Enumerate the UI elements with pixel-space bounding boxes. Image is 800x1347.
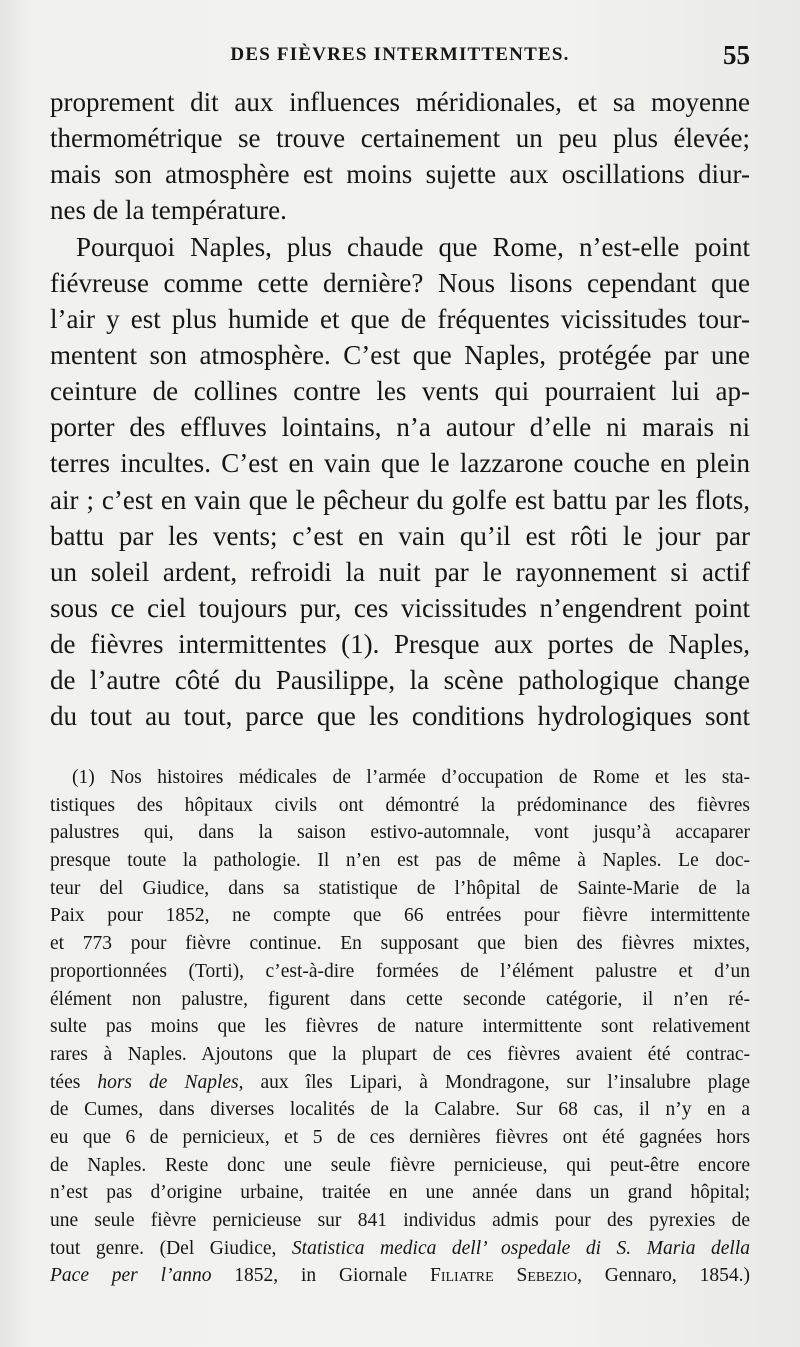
footnote-italic: hors de Naples bbox=[97, 1071, 239, 1093]
body-line: fiévreuse comme cette dernière? Nous lisons cependant que bbox=[50, 267, 750, 298]
footnote-text: tées bbox=[50, 1071, 98, 1093]
footnote-italic: Statistica medica dell’ ospedale di S. Maria della bbox=[291, 1237, 750, 1259]
footnote bbox=[50, 764, 750, 1290]
footnote-line: (1) Nos histoires médicales de l’armée d’occupation de Rome et les sta- bbox=[72, 767, 750, 788]
footnote-line: sulte pas moins que les fièvres de nature intermittente sont relativement bbox=[50, 1016, 750, 1038]
footnote-line: et 773 pour fièvre continue. En supposant que bien des fièvres mixtes, bbox=[50, 933, 750, 955]
footnote-italic: Pace per l’anno bbox=[50, 1265, 212, 1287]
body-line: battu par les vents; c’est en vain qu’il est rôti le jour par bbox=[50, 520, 750, 551]
body-line: sous ce ciel toujours pur, ces vicissitudes n’engendrent point bbox=[50, 592, 750, 623]
footnote-text: 1852, in Giornale bbox=[211, 1265, 430, 1287]
footnote-text: tout genre. (Del Giudice, bbox=[50, 1237, 292, 1259]
footnote-line: une seule fièvre pernicieuse sur 841 individus admis pour des pyrexies de bbox=[50, 1210, 750, 1231]
footnote-line: Paix pour 1852, ne compte que 66 entrées pour fièvre intermittente bbox=[50, 905, 750, 927]
journal-name: Filiatre Sebezio bbox=[429, 1265, 578, 1287]
body-line: du tout au tout, parce que les conditions hydrologiques sont bbox=[50, 701, 750, 732]
footnote-line: palustres qui, dans la saison estivo-automnale, vont jusqu’à accaparer bbox=[50, 822, 750, 844]
body-line: mais son atmosphère est moins sujette aux oscillations diur- bbox=[50, 159, 750, 190]
footnote-line: eu que 6 de pernicieux, et 5 de ces dernières fièvres ont été gagnées hors bbox=[50, 1126, 750, 1148]
body-line: de fièvres intermittentes (1). Presque aux portes de Naples, bbox=[50, 629, 750, 660]
running-title: DES FIÈVRES INTERMITTENTES. bbox=[230, 44, 570, 65]
footnote-line: élément non palustre, figurent dans cette seconde catégorie, il n’en ré- bbox=[50, 988, 750, 1010]
body-line: porter des effluves lointains, n’a autour d’elle ni marais ni bbox=[50, 412, 750, 443]
body-line: proprement dit aux influences méridionales, et sa moyenne bbox=[50, 87, 750, 117]
body-line: l’air y est plus humide et que de fréquentes vicissitudes tour- bbox=[50, 303, 750, 334]
footnote-line: rares à Naples. Ajoutons que la plupart de ces fièvres avaient été contrac- bbox=[50, 1043, 750, 1065]
page-header bbox=[50, 40, 750, 74]
body-line: terres incultes. C’est en vain que le lazzarone couche en plein bbox=[50, 448, 750, 479]
footnote-line: presque toute la pathologie. Il n’en est pas de même à Naples. Le doc- bbox=[50, 850, 750, 872]
body-line: nes de la température. bbox=[50, 195, 287, 226]
body-line: air ; c’est en vain que le pêcheur du golfe est battu par les flots, bbox=[50, 484, 750, 515]
footnote-line: de Naples. Reste donc une seule fièvre pernicieuse, qui peut-être encore bbox=[50, 1154, 750, 1176]
body-line: ceinture de collines contre les vents qui pourraient lui ap- bbox=[50, 376, 750, 407]
footnote-text: , aux îles Lipari, à Mondragone, sur l’insalubre plage bbox=[238, 1071, 750, 1093]
body-line: thermométrique se trouve certainement un peu plus élevée; bbox=[50, 123, 750, 154]
footnote-text: , Gennaro, 1854.) bbox=[577, 1265, 750, 1287]
page-number: 55 bbox=[723, 40, 750, 70]
body-line: mentent son atmosphère. C’est que Naples, protégée par une bbox=[50, 339, 750, 370]
footnote-line: de Cumes, dans diverses localités de la Calabre. Sur 68 cas, il n’y en a bbox=[50, 1099, 750, 1121]
footnote-line: n’est pas d’origine urbaine, traitée en une année dans un grand hôpital; bbox=[50, 1182, 750, 1204]
footnote-line: teur del Giudice, dans sa statistique de l’hôpital de Sainte-Marie de la bbox=[50, 877, 750, 899]
footnote-line: tistiques des hôpitaux civils ont démontré la prédominance des fièvres bbox=[50, 794, 750, 816]
body-line: de l’autre côté du Pausilippe, la scène pathologique change bbox=[50, 665, 750, 696]
body-line: un soleil ardent, refroidi la nuit par le rayonnement si actif bbox=[50, 556, 750, 587]
body-text bbox=[50, 84, 750, 735]
footnote-line bbox=[50, 1262, 750, 1290]
footnote-line bbox=[50, 1235, 750, 1263]
footnote-line bbox=[50, 1069, 750, 1097]
footnote-line: proportionnées (Torti), c’est-à-dire formées de l’élément palustre et d’un bbox=[50, 960, 750, 982]
body-line: Pourquoi Naples, plus chaude que Rome, n’est-elle point bbox=[76, 231, 750, 262]
